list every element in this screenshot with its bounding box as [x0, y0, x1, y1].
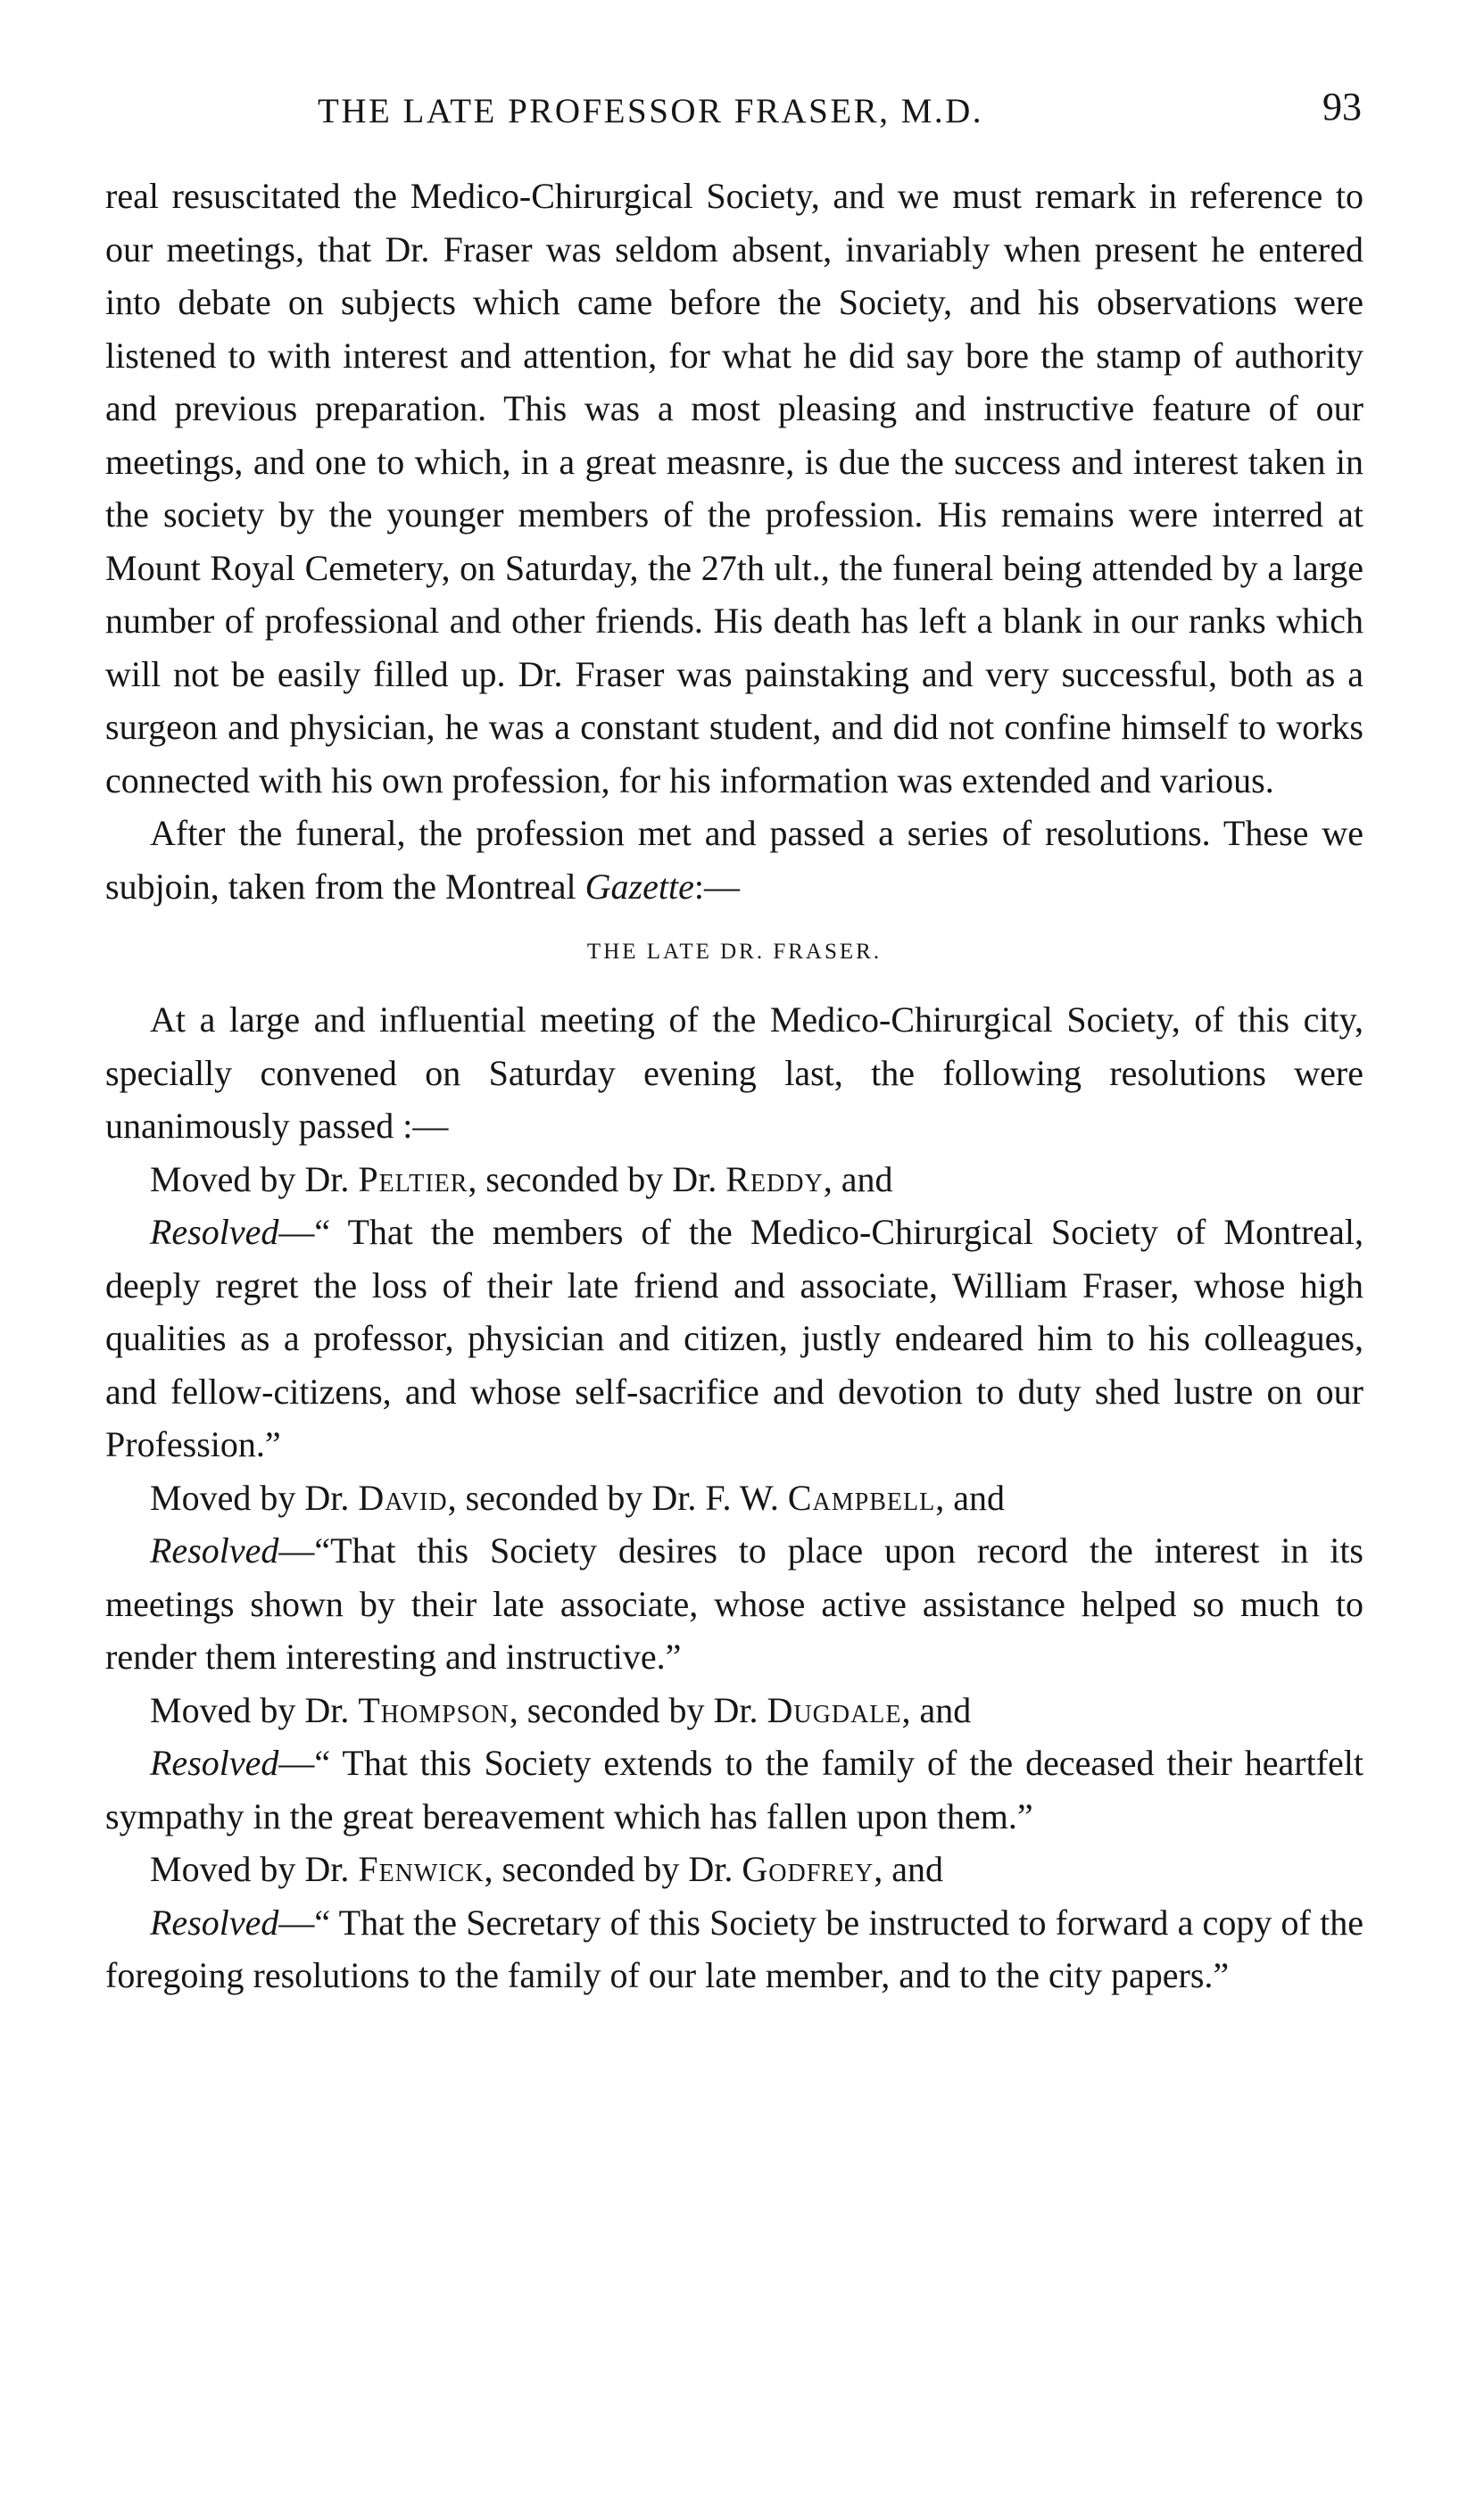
mover-name: Thompson	[358, 1689, 510, 1730]
motion-line	[105, 1684, 1363, 1737]
resolved-label: Resolved	[150, 1212, 279, 1252]
motion-1	[105, 1153, 1363, 1471]
mover-name: Peltier	[358, 1158, 468, 1199]
paragraph-meeting: At a large and influential meeting of the Medico-Chirurgical Society, of this city, specially convened on Saturday evening last, the following resolutions were unanimously passed :—	[105, 999, 1363, 1146]
motion-2	[105, 1471, 1363, 1684]
resolved-label: Resolved	[150, 1530, 279, 1571]
motion-tail: , and	[823, 1158, 893, 1199]
running-title: THE LATE PROFESSOR FRASER, M.D.	[318, 92, 984, 130]
paragraph-continued: real resuscitated the Medico-Chirurgical Society, and we must remark in reference to our meetings, that Dr. Fraser was seldom absent, invariably when present he entered into debate on subjects which came before the Society, and his observations were listened to with interest and attention, for what he did say bore the stamp of authority and previous preparation. This was a most pleasing and instructive feature of our meetings, and one to which, in a great measnre, is due the success and interest taken in the society by the younger members of the profession. His remains were interred at Mount Royal Cemetery, on Saturday, the 27th ult., the funeral being attended by a large number of professional and other friends. His death has left a blank in our ranks which will not be easily filled up. Dr. Fraser was painstaking and very successful, both as a surgeon and physician, he was a constant student, and did not confine himself to works connected with his own profession, for his information was extended and various.	[105, 176, 1363, 800]
paragraph-funeral-text: After the funeral, the profession met and passed a series of resolutions. These we subjoin, taken from the Montreal	[105, 813, 1363, 907]
resolution-text: —“ That the Secretary of this Society be instructed to forward a copy of the foregoing resolutions to the family of our late member, and to the city papers.”	[105, 1902, 1363, 1995]
resolved-label: Resolved	[150, 1743, 279, 1783]
motion-mid: , seconded by Dr. F. W.	[447, 1477, 788, 1518]
motion-tail: , and	[901, 1689, 972, 1730]
motion-mid: , seconded by Dr.	[468, 1158, 726, 1199]
motion-mid: , seconded by Dr.	[484, 1849, 742, 1889]
motion-line	[105, 1471, 1363, 1525]
motion-lead: Moved by Dr.	[150, 1849, 359, 1889]
motion-lead: Moved by Dr.	[150, 1689, 359, 1730]
resolution-text: —“ That this Society extends to the family of the deceased their heartfelt sympathy in the great bereavement which has fallen upon them.”	[105, 1743, 1363, 1836]
mover-name: David	[358, 1477, 448, 1518]
resolution	[105, 1524, 1363, 1684]
motion-lead: Moved by Dr.	[150, 1158, 359, 1199]
seconder-name: Campbell	[787, 1477, 936, 1518]
resolution	[105, 1896, 1363, 2002]
motion-tail: , and	[935, 1477, 1005, 1518]
paragraph-funeral	[105, 807, 1363, 913]
resolution-text: —“ That the members of the Medico-Chirurgical Society of Montreal, deeply regret the loss of their late friend and associate, William Fraser, whose high qualities as a professor, physician and citizen, justly endeared him to his colleagues, and fellow-citizens, and whose self-sacrifice and devotion to duty shed lustre on our Profession.”	[105, 1212, 1363, 1464]
motion-tail: , and	[874, 1849, 944, 1889]
gazette-title: Gazette	[584, 866, 694, 907]
resolution	[105, 1737, 1363, 1843]
article-body	[105, 170, 1363, 2002]
seconder-name: Godfrey	[742, 1849, 874, 1889]
resolution-text: —“That this Society desires to place upon record the interest in its meetings shown by their late associate, whose active assistance helped so much to render them interesting and instructive.”	[105, 1530, 1363, 1677]
resolution	[105, 1206, 1363, 1471]
page-number: 93	[1322, 85, 1362, 128]
motion-mid: , seconded by Dr.	[509, 1689, 767, 1730]
seconder-name: Reddy	[725, 1158, 824, 1199]
paragraph-funeral-tail: :—	[693, 866, 740, 907]
section-heading: THE LATE DR. FRASER.	[586, 940, 883, 964]
motion-3	[105, 1684, 1363, 1844]
motion-4	[105, 1843, 1363, 2002]
motion-line	[105, 1153, 1363, 1206]
mover-name: Fenwick	[358, 1849, 485, 1889]
motion-line	[105, 1843, 1363, 1896]
running-head	[105, 80, 1363, 137]
motion-lead: Moved by Dr.	[150, 1477, 359, 1518]
book-page	[105, 80, 1363, 2002]
resolved-label: Resolved	[150, 1902, 279, 1943]
seconder-name: Dugdale	[767, 1689, 902, 1730]
